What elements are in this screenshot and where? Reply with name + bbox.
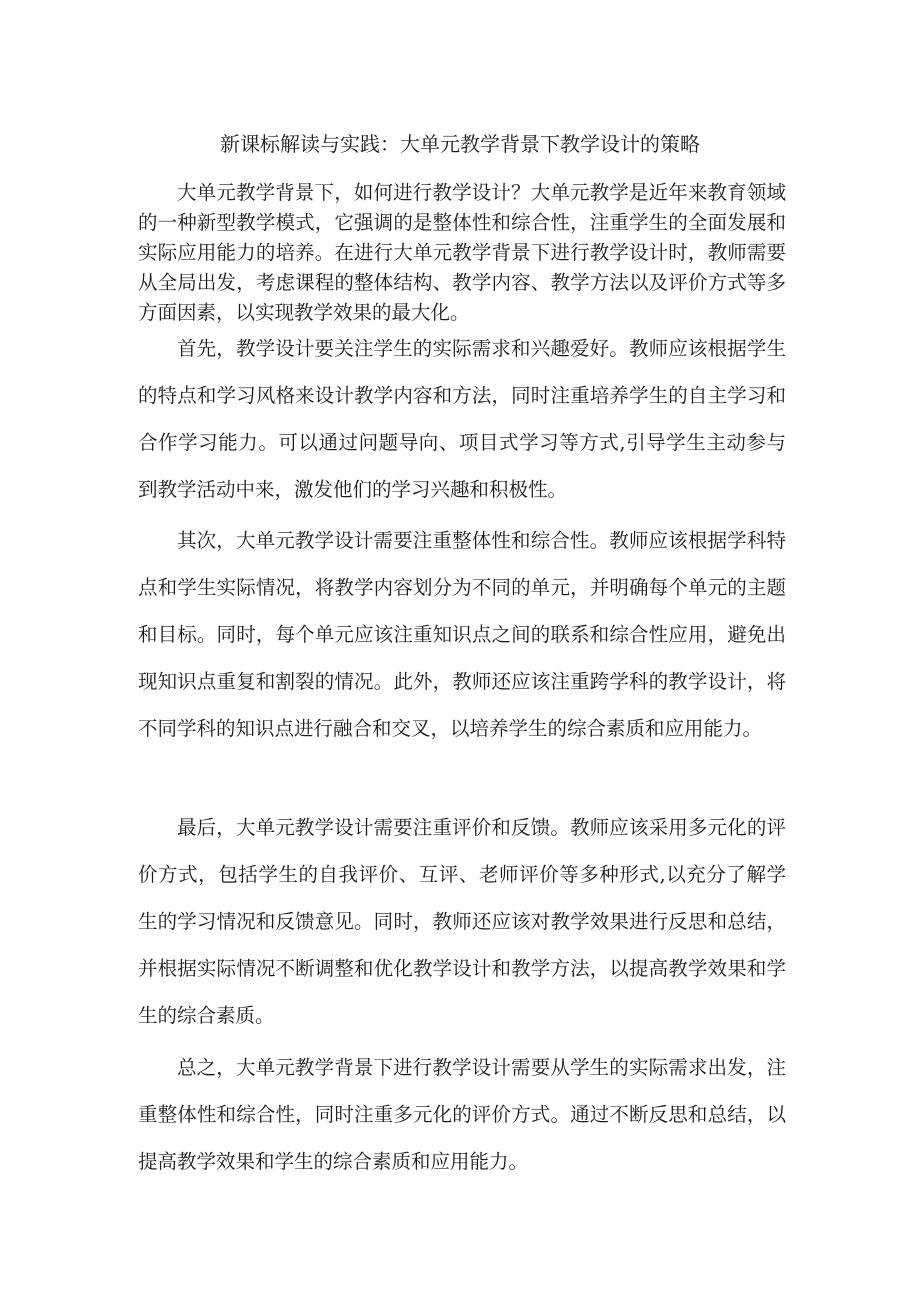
paragraph-conclusion: 总之，大单元教学背景下进行教学设计需要从学生的实际需求出发，注重整体性和综合性，同时注重多元化的评价方式。通过不断反思和总结，以提高教学效果和学生的综合素质和应用能力。: [138, 1056, 786, 1173]
paragraph-intro: 大单元教学背景下，如何进行教学设计？大单元教学是近年来教育领域的一种新型教学模式，它强调的是整体性和综合性，注重学生的全面发展和实际应用能力的培养。在进行大单元教学背景下进行教学设计时，教师需要从全局出发，考虑课程的整体结构、教学内容、教学方法以及评价方式等多方面因素，以实现教学效果的最大化。: [138, 181, 786, 324]
paragraph-second: 其次，大单元教学设计需要注重整体性和综合性。教师应该根据学科特点和学生实际情况，将教学内容划分为不同的单元，并明确每个单元的主题和目标。同时，每个单元应该注重知识点之间的联系和综合性应用，避免出现知识点重复和割裂的情况。此外，教师还应该注重跨学科的教学设计，将不同学科的知识点进行融合和交叉，以培养学生的综合素质和应用能力。: [138, 529, 786, 740]
paragraph-first: 首先，教学设计要关注学生的实际需求和兴趣爱好。教师应该根据学生的特点和学习风格来设计教学内容和方法，同时注重培养学生的自主学习和合作学习能力。可以通过问题导向、项目式学习等方式,引导学生主动参与到教学活动中来，激发他们的学习兴趣和积极性。: [138, 337, 786, 501]
paragraph-last: 最后，大单元教学设计需要注重评价和反馈。教师应该采用多元化的评价方式，包括学生的自我评价、互评、老师评价等多种形式,以充分了解学生的学习情况和反馈意见。同时，教师还应该对教学效果进行反思和总结，并根据实际情况不断调整和优化教学设计和教学方法，以提高教学效果和学生的综合素质。: [138, 816, 786, 1027]
document-title: 新课标解读与实践：大单元教学背景下教学设计的策略: [220, 132, 700, 156]
